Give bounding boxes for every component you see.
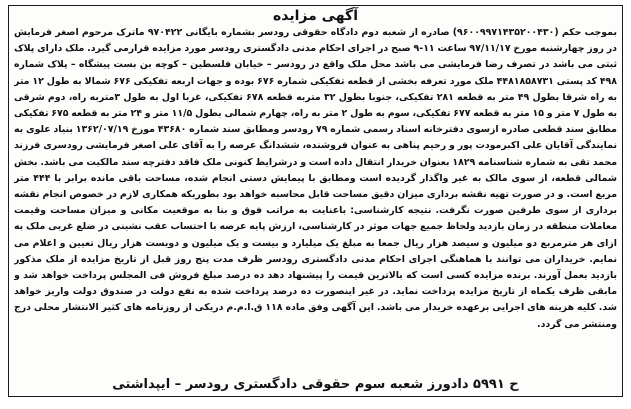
notice-body: بموجب حکم (۹۶۰۰۹۹۷۱۴۳۵۲۰۰۴۳۰) صادره از شعبه دوم دادگاه حقوقی رودسر بشماره بایگانی ۹۷۰۴۲۲ ماترک مرحوم اصغر فرمایش در روز چهارشنبه مورخ ۹۷/۱۱/۱۷ ساعت ۱۱-۹ صبح در اجرای احکام مدنی دادگستری رودسر مورد مزایده قرارمی گیرد. ملک دارای پلاک ثبتی می باشد در تصرف رضا فرمایشی می باشد محل ملک واقع در رودسر – خیابان فلسطین – کوچه بن بست پیشگاه – پلاک شماره ۴۹۸ کد پستی ۴۴۸۱۸۵۸۷۳۱ ملک مورد تعرفه بخشی از قطعه تفکیکی شماره ۶۷۶ بوده و جهات اربعه تفکیکی ۶۷۶ شمالا به طول ۱۲ متر به راه شرقا بطول ۴۹ متر به قطعه ۲۸۱ تفکیکی، جنوبا بطول ۳۲ متربه قطعه ۶۷۸ تفکیکی، غربا اول به طول ۳متربه راه، دوم شرقی به طول ۷ متر و ۱۵ متر به قطعه ۶۷۷ تفکیکی، سوم به طول ۲ متر به راه، چهارم شمالی بطول ۱۱/۵ متر و ۲۴ متر به قطعه ۶۷۵ تفکیکی مطابق سند قطعی صادره ازسوی دفترخانه اسناد رسمی شماره ۷۹ رودسر ومطابق سند شماره ۴۳۶۸۰ مورخ ۱۳۶۲/۰۷/۱۹ بنیاد علوی به نمایندگی آقایان علی اکبرمودت پور و رحیم پناهی به عنوان فروشنده، ششدانگ عرصه را به آقای علی اصغر فرمایشی رودسری فرزند محمد تقی به شماره شناسنامه ۱۸۲۹ بعنوان خریدار انتقال داده است و درشرایط کنونی ملک فاقد دفترچه سند مالکیت می باشد. بخش شمالی قطعه، از سوی مالک به غیر واگذار گردیده است ومطابق با پیمایش دستی انجام شده، مساحت باقی مانده برابر با ۴۴۴ متر مربع است. و در صورت تهیه نقشه برداری میزان دقیق مساحت قابل محاسبه خواهد بود بطوریکه همکاری لازم در خصوص انجام نقشه برداری از سوی طرفین صورت نگرفت. نتیجه کارشناسی: باعنایت به مراتب فوق و بنا به موقعیت مکانی و میزان مساحت وقیمت معاملات منطقه در زمان بازدید ولحاظ جمیع جهات موثر در کارشناسی، ارزش پایه عرصه با احتساب عقب نشینی در ضلع غربی ملک به ازای هر مترمربع دو میلیون و سیصد هزار ریال جمعا به مبلغ یک میلیارد و بیست و یک میلیون و دویست هزار ریال تعیین و اعلام می نمایم. خریداران می توانند با هماهنگی اجرای احکام مدنی دادگستری رودسر ظرف مدت پنج روز قبل از تاریخ مزایده از ملک مذکور بازدید بعمل آورند. برنده مزایده کسی است که بالاترین قیمت را پیشنهاد دهد ده درصد مبلغ فروش فی المجلس پرداخت خواهد شد و مابقی ظرف یکماه از تاریخ مزایده پرداخت نماید. در غیر اینصورت ده درصد پرداخت شده به نفع دولت در صندوق دولت واریز خواهد شد. کلیه هزینه های اجرایی برعهده خریدار می باشد. این آگهی وفق ماده ۱۱۸ ق.ا.م.م دریکی از روزنامه های کثیر الانتشار محلی درج ومنتشر می گردد.: [14, 27, 617, 330]
notice-title: آگهی مزایده: [272, 8, 358, 24]
auction-notice: [8, 5, 623, 397]
notice-signature: ح ۵۹۹۱ دادورز شعبه سوم حقوقی دادگستری رودسر – ایپداشتی: [112, 377, 519, 392]
